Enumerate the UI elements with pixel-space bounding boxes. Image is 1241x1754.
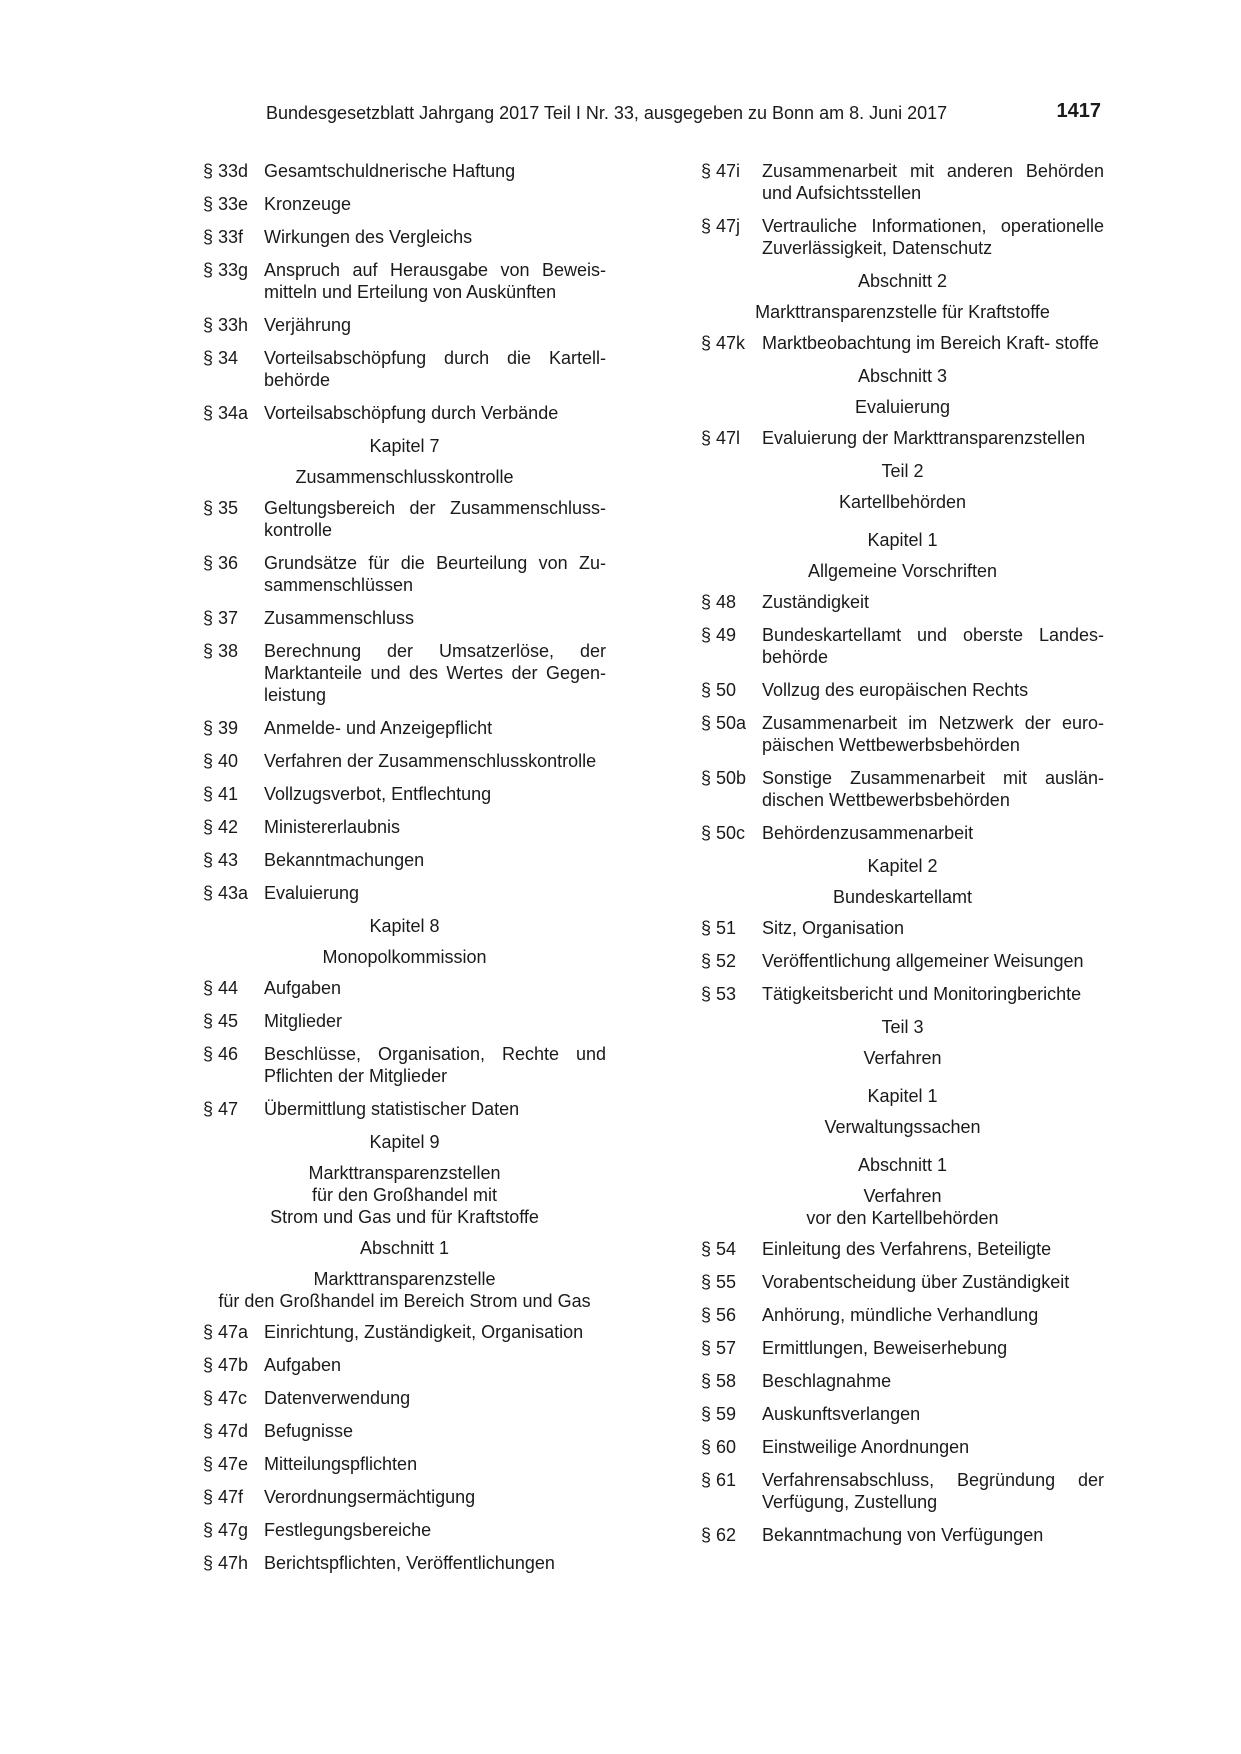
section-heading: Evaluierung (854, 397, 951, 417)
section-heading: Abschnitt 2 (857, 271, 948, 291)
toc-entry (701, 712, 1104, 756)
section-title: Berechnung der Umsatzerlöse, der Marktanteile und des Wertes der Gegen- leistung (264, 641, 606, 705)
toc-entry (701, 1403, 1104, 1425)
section-title: Berichtspflichten, Veröffentlichungen (264, 1553, 555, 1573)
section-title: Zusammenarbeit im Netzwerk der euro- päischen Wettbewerbsbehörden (762, 713, 1104, 755)
section-heading: Kapitel 8 (369, 916, 440, 936)
section-title: Bekanntmachung von Verfügungen (762, 1525, 1044, 1545)
toc-entry (203, 750, 606, 772)
toc-entry (203, 226, 606, 248)
toc-entry (203, 1354, 606, 1376)
section-number: § 37 (203, 608, 239, 628)
section-number: § 50a (701, 713, 747, 733)
toc-entry (701, 983, 1104, 1005)
section-number: § 45 (203, 1011, 239, 1031)
heading-line: Markttransparenzstellen (308, 1163, 501, 1183)
toc-entry (203, 1552, 606, 1574)
section-number: § 47b (203, 1355, 249, 1375)
section-title: Einrichtung, Zuständigkeit, Organisation (264, 1322, 584, 1342)
section-heading: Teil 2 (881, 461, 924, 481)
section-title: Datenverwendung (264, 1388, 411, 1408)
heading-line: für den Großhandel mit (311, 1185, 498, 1205)
section-number: § 61 (701, 1470, 737, 1490)
toc-entry (701, 427, 1104, 449)
toc-entry (701, 591, 1104, 613)
page-header (266, 98, 1101, 128)
section-number: § 51 (701, 918, 737, 938)
section-title: Beschlagnahme (762, 1371, 892, 1391)
section-heading: Abschnitt 3 (857, 366, 948, 386)
section-title: Ermittlungen, Beweiserhebung (762, 1338, 1008, 1358)
toc-entry (203, 497, 606, 541)
section-title: Anhörung, mündliche Verhandlung (762, 1305, 1039, 1325)
toc-entry (203, 259, 606, 303)
section-title: Mitteilungspflichten (264, 1454, 418, 1474)
section-title: Befugnisse (264, 1421, 354, 1441)
toc-entry (701, 624, 1104, 668)
left-column (203, 160, 606, 1585)
section-title: Bundeskartellamt und oberste Landes- behörde (762, 625, 1104, 667)
section-title: Verjährung (264, 315, 352, 335)
section-title: Vorteilsabschöpfung durch die Kartell- behörde (264, 348, 606, 390)
section-heading: Kapitel 7 (369, 436, 440, 456)
toc-entry (203, 882, 606, 904)
section-heading: Monopolkommission (322, 947, 487, 967)
section-heading: Teil 3 (881, 1017, 924, 1037)
section-number: § 47k (701, 333, 746, 353)
toc-entry (203, 816, 606, 838)
section-heading: Zusammenschlusskontrolle (295, 467, 514, 487)
section-number: § 44 (203, 978, 239, 998)
section-title: Veröffentlichung allgemeiner Weisungen (762, 951, 1084, 971)
section-heading: Abschnitt 1 (359, 1238, 450, 1258)
section-title: Verfahren der Zusammenschlusskontrolle (264, 751, 597, 771)
section-title: Wirkungen des Vergleichs (264, 227, 473, 247)
toc-entry (203, 402, 606, 424)
section-title: Einstweilige Anordnungen (762, 1437, 970, 1457)
toc-entry (203, 1010, 606, 1032)
toc-entry (203, 193, 606, 215)
section-number: § 36 (203, 553, 239, 573)
section-title: Vorteilsabschöpfung durch Verbände (264, 403, 559, 423)
section-number: § 52 (701, 951, 737, 971)
toc-entry (701, 950, 1104, 972)
section-heading: Allgemeine Vorschriften (807, 561, 998, 581)
section-title: Zusammenarbeit mit anderen Behörden und Aufsichtsstellen (762, 161, 1104, 203)
toc-entry (203, 1387, 606, 1409)
section-title: Grundsätze für die Beurteilung von Zu- sammenschlüssen (264, 553, 606, 595)
toc-entry (203, 977, 606, 999)
section-title: Bekanntmachungen (264, 850, 425, 870)
toc-entry (701, 1337, 1104, 1359)
section-title: Anspruch auf Herausgabe von Beweis- mitteln und Erteilung von Auskünften (264, 260, 606, 302)
toc-entry (701, 1469, 1104, 1513)
section-heading (203, 1162, 606, 1228)
section-heading: Verwaltungssachen (824, 1117, 981, 1137)
section-title: Sitz, Organisation (762, 918, 905, 938)
toc-entry (701, 332, 1104, 354)
section-title: Anmelde- und Anzeigepflicht (264, 718, 493, 738)
section-number: § 60 (701, 1437, 737, 1457)
toc-entry (203, 552, 606, 596)
section-number: § 57 (701, 1338, 737, 1358)
section-heading (701, 1185, 1104, 1229)
section-number: § 34 (203, 348, 239, 368)
section-title: Tätigkeitsbericht und Monitoringberichte (762, 984, 1082, 1004)
section-title: Evaluierung der Markttransparenzstellen (762, 428, 1086, 448)
toc-entry (701, 215, 1104, 259)
section-title: Sonstige Zusammenarbeit mit auslän- dischen Wettbewerbsbehörden (762, 768, 1104, 810)
heading-line: Markttransparenzstelle (313, 1269, 496, 1289)
section-title: Vollzug des europäischen Rechts (762, 680, 1029, 700)
section-number: § 33e (203, 194, 249, 214)
section-number: § 49 (701, 625, 737, 645)
section-number: § 41 (203, 784, 239, 804)
section-number: § 47f (203, 1487, 244, 1507)
section-heading: Kapitel 1 (867, 530, 938, 550)
section-number: § 50c (701, 823, 746, 843)
section-title: Aufgaben (264, 978, 342, 998)
section-heading (203, 1268, 606, 1312)
toc-entry (701, 679, 1104, 701)
section-number: § 40 (203, 751, 239, 771)
toc-entry (701, 1436, 1104, 1458)
section-number: § 33g (203, 260, 249, 280)
section-number: § 47g (203, 1520, 249, 1540)
toc-entry (203, 347, 606, 391)
toc-entry (203, 640, 606, 706)
section-title: Zuständigkeit (762, 592, 870, 612)
section-heading: Kapitel 1 (867, 1086, 938, 1106)
section-heading: Kapitel 2 (867, 856, 938, 876)
section-number: § 34a (203, 403, 249, 423)
section-title: Verfahrensabschluss, Begründung der Verfügung, Zustellung (762, 1470, 1104, 1512)
toc-entry (203, 314, 606, 336)
section-number: § 35 (203, 498, 239, 518)
section-title: Verordnungsermächtigung (264, 1487, 476, 1507)
section-title: Gesamtschuldnerische Haftung (264, 161, 516, 181)
section-number: § 47d (203, 1421, 249, 1441)
section-number: § 47h (203, 1553, 249, 1573)
section-number: § 48 (701, 592, 737, 612)
section-title: Aufgaben (264, 1355, 342, 1375)
section-number: § 43a (203, 883, 249, 903)
section-title: Behördenzusammenarbeit (762, 823, 974, 843)
section-number: § 38 (203, 641, 239, 661)
toc-entry (701, 1304, 1104, 1326)
section-number: § 47 (203, 1099, 239, 1119)
toc-entry (203, 1043, 606, 1087)
section-heading: Kartellbehörden (838, 492, 967, 512)
section-number: § 58 (701, 1371, 737, 1391)
section-number: § 42 (203, 817, 239, 837)
section-heading: Kapitel 9 (369, 1132, 440, 1152)
toc-entry (203, 1453, 606, 1475)
section-number: § 47l (701, 428, 741, 448)
section-number: § 56 (701, 1305, 737, 1325)
section-number: § 55 (701, 1272, 737, 1292)
section-number: § 59 (701, 1404, 737, 1424)
toc-entry (203, 160, 606, 182)
section-number: § 47a (203, 1322, 249, 1342)
section-title: Einleitung des Verfahrens, Beteiligte (762, 1239, 1052, 1259)
toc-entry (701, 767, 1104, 811)
toc-entry (203, 783, 606, 805)
toc-entry (203, 849, 606, 871)
section-title: Evaluierung (264, 883, 360, 903)
section-number: § 62 (701, 1525, 737, 1545)
section-heading: Bundeskartellamt (832, 887, 973, 907)
section-number: § 46 (203, 1044, 239, 1064)
heading-line: für den Großhandel im Bereich Strom und Gas (218, 1291, 591, 1311)
section-number: § 47c (203, 1388, 248, 1408)
section-number: § 43 (203, 850, 239, 870)
section-heading: Markttransparenzstelle für Kraftstoffe (755, 302, 1050, 322)
section-title: Beschlüsse, Organisation, Rechte und Pflichten der Mitglieder (264, 1044, 606, 1086)
toc-entry (203, 1420, 606, 1442)
section-title: Marktbeobachtung im Bereich Kraft- stoffe (762, 333, 1099, 353)
section-title: Vorabentscheidung über Zuständigkeit (762, 1272, 1070, 1292)
section-title: Auskunftsverlangen (762, 1404, 921, 1424)
toc-entry (701, 1238, 1104, 1260)
section-number: § 50 (701, 680, 737, 700)
toc-entry (701, 1271, 1104, 1293)
section-number: § 53 (701, 984, 737, 1004)
heading-line: Strom und Gas und für Kraftstoffe (270, 1207, 539, 1227)
section-title: Übermittlung statistischer Daten (264, 1099, 520, 1119)
page-number: 1417 (1056, 100, 1101, 122)
right-column (701, 160, 1104, 1557)
section-number: § 33d (203, 161, 249, 181)
section-title: Festlegungsbereiche (264, 1520, 432, 1540)
section-number: § 50b (701, 768, 747, 788)
section-title: Zusammenschluss (264, 608, 415, 628)
section-title: Ministererlaubnis (264, 817, 401, 837)
running-title: Bundesgesetzblatt Jahrgang 2017 Teil I Nr. 33, ausgegeben zu Bonn am 8. Juni 2017 (266, 103, 948, 123)
toc-entry (701, 822, 1104, 844)
section-heading: Verfahren (863, 1048, 942, 1068)
section-title: Vollzugsverbot, Entflechtung (264, 784, 492, 804)
section-title: Kronzeuge (264, 194, 352, 214)
section-number: § 54 (701, 1239, 737, 1259)
section-number: § 47i (701, 161, 741, 181)
heading-line: vor den Kartellbehörden (806, 1208, 999, 1228)
toc-entry (701, 917, 1104, 939)
toc-entry (203, 717, 606, 739)
section-heading: Abschnitt 1 (857, 1155, 948, 1175)
toc-entry (701, 1370, 1104, 1392)
section-title: Geltungsbereich der Zusammenschluss- kontrolle (264, 498, 606, 540)
toc-entry (203, 1098, 606, 1120)
section-number: § 33h (203, 315, 249, 335)
section-number: § 47j (701, 216, 741, 236)
section-title: Vertrauliche Informationen, operationelle Zuverlässigkeit, Datenschutz (762, 216, 1104, 258)
section-title: Mitglieder (264, 1011, 343, 1031)
toc-entry (701, 1524, 1104, 1546)
toc-entry (701, 160, 1104, 204)
section-number: § 47e (203, 1454, 249, 1474)
section-number: § 39 (203, 718, 239, 738)
toc-entry (203, 607, 606, 629)
toc-entry (203, 1486, 606, 1508)
section-number: § 33f (203, 227, 244, 247)
toc-entry (203, 1321, 606, 1343)
toc-entry (203, 1519, 606, 1541)
heading-line: Verfahren (863, 1186, 942, 1206)
